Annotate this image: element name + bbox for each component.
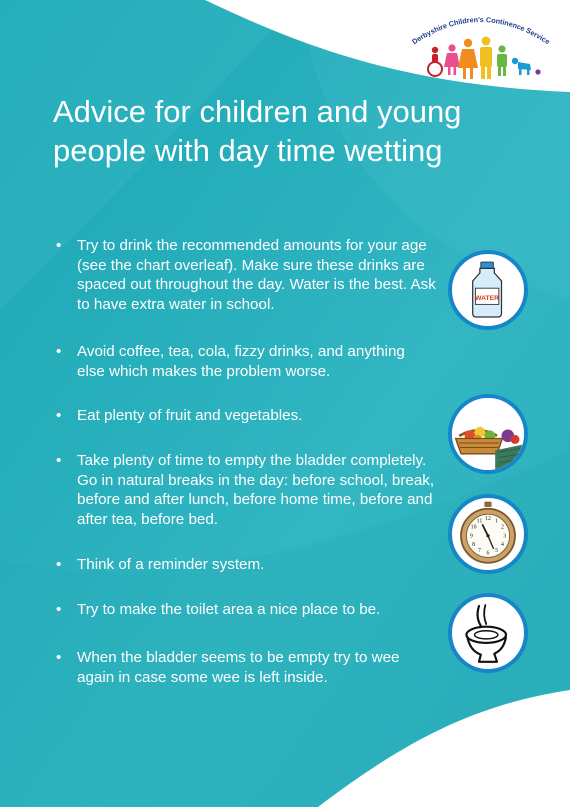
woman-figure-icon [458,39,478,79]
advice-item-empty-bladder [56,451,436,529]
toy-icon [535,69,540,74]
bullet: • [56,407,62,424]
bullet: • [56,452,62,469]
page-title: Advice for children and young people with day time wetting [53,94,462,168]
clock-numeral-5: 5 [495,548,499,554]
advice-text: When the bladder seems to be empty try to wee again in case some wee is left inside. [77,649,400,686]
bullet: • [56,237,62,254]
advice-item-drink [56,236,436,314]
clock-numeral-10: 10 [470,524,477,531]
man-figure-icon [480,37,492,79]
clock-numeral-4: 4 [500,542,504,549]
advice-text: Try to make the toilet area a nice place to be. [77,601,381,618]
clock-numeral-12: 12 [485,516,491,523]
bullet: • [56,556,62,573]
advice-item-toilet-area [56,600,436,620]
advice-text: Try to drink the recommended amounts for your age (see the chart overleaf). Make sure these drinks are spaced out throughout the day. Water is the best. Ask to have extra water in school. [77,237,436,313]
water-bottle-icon [448,250,528,330]
clock-numeral-11: 11 [476,518,483,525]
girl-figure-icon [444,44,460,75]
advice-item-reminder [56,555,436,575]
clock-icon [448,494,528,574]
water-label: WATER [475,294,500,302]
advice-text: Avoid coffee, tea, cola, fizzy drinks, and anything else which makes the problem worse. [77,343,405,380]
wheelchair-figure-icon [428,47,442,76]
clock-numeral-1: 1 [495,518,499,525]
fruit-basket-icon [448,394,528,474]
clock-numeral-9: 9 [469,533,473,540]
service-name: Derbyshire Children's Continence Service [410,14,552,47]
service-logo [400,6,565,84]
advice-text: Eat plenty of fruit and vegetables. [77,407,303,424]
clock-numeral-8: 8 [472,542,476,549]
advice-text: Take plenty of time to empty the bladder completely. Go in natural breaks in the day: before school, break, before and after lunch, before home time, before and after tea, before bed. [77,452,435,528]
clock-numeral-3: 3 [503,533,507,540]
svg-text:Derbyshire Children's Continen [410,15,551,46]
bullet: • [56,649,62,666]
baby-figure-icon [512,58,531,75]
advice-text: Think of a reminder system. [77,556,265,573]
advice-item-wee-again [56,648,436,687]
advice-item-avoid-drinks [56,342,436,381]
bullet: • [56,343,62,360]
clock-numeral-6: 6 [486,550,490,557]
clock-numeral-2: 2 [500,524,504,531]
toilet-icon [448,593,528,673]
bullet: • [56,601,62,618]
clock-numeral-7: 7 [477,548,481,554]
boy-figure-icon [497,45,507,76]
advice-item-fruit [56,406,436,426]
